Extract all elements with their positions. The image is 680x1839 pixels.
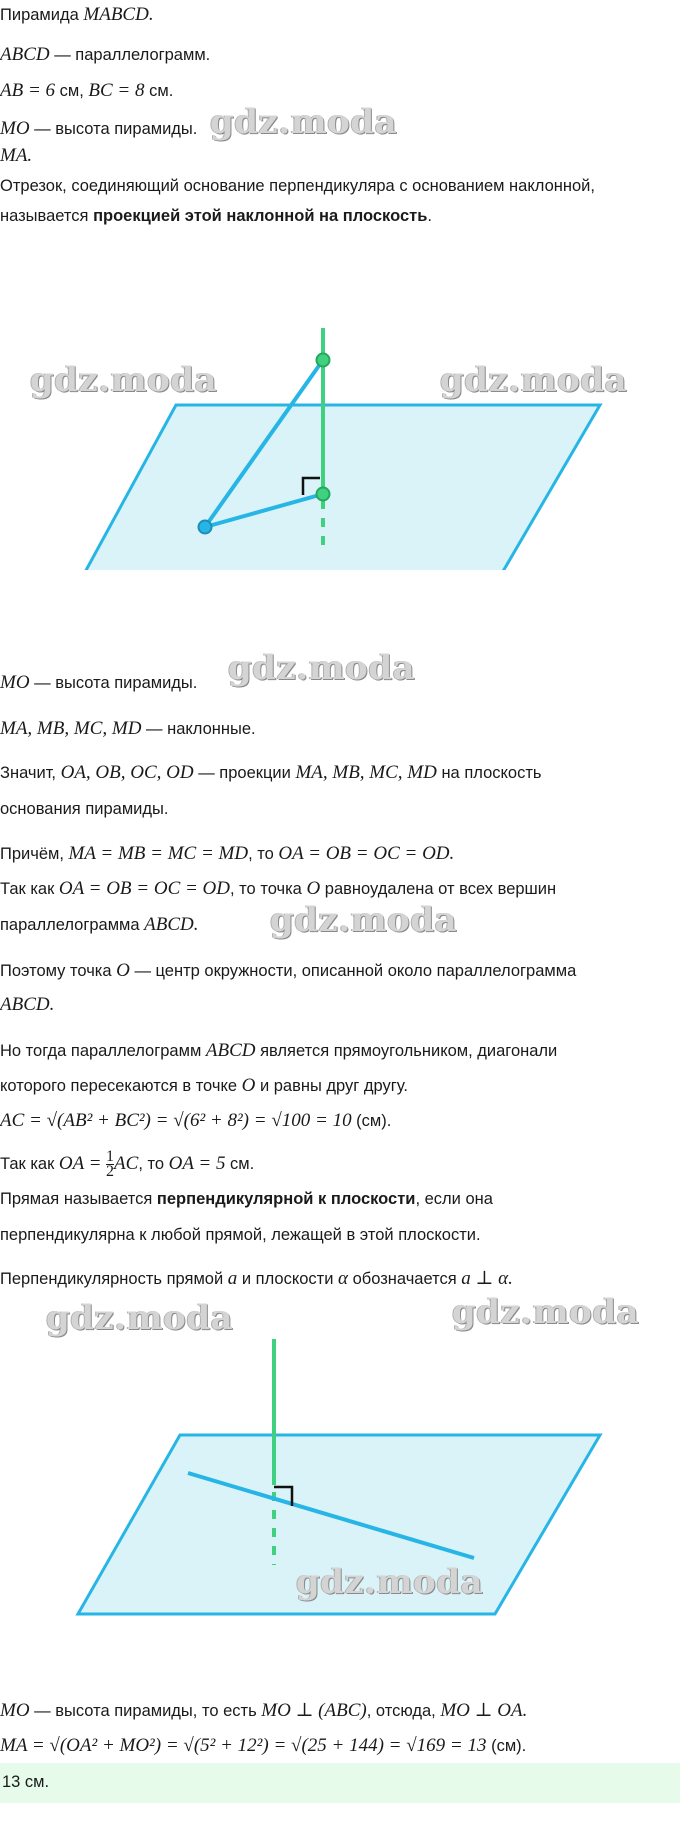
- text-line: Так как OA = OB = OC = OD, то точка O равноудалена от всех вершин: [0, 878, 557, 899]
- text-line: Но тогда параллелограмм ABCD является прямоугольником, диагонали: [0, 1040, 558, 1061]
- watermark: gdz.moda: [228, 648, 416, 688]
- text-line: ABCD — параллелограмм.: [0, 44, 211, 65]
- text-line: основания пирамиды.: [0, 800, 169, 818]
- watermark: gdz.moda: [296, 1562, 484, 1602]
- point-base: [317, 488, 330, 501]
- answer-text: 13 см.: [2, 1773, 50, 1791]
- text-line: AC = √(AB² + BC²) = √(6² + 8²) = √100 = 10 (см).: [0, 1110, 392, 1131]
- projection-figure: [0, 250, 680, 570]
- plane: [78, 405, 600, 570]
- point-top: [317, 354, 330, 367]
- watermark: gdz.moda: [440, 360, 628, 400]
- point-inclined-foot: [199, 521, 212, 534]
- text-line: Значит, OA, OB, OC, OD — проекции MA, MB, MC, MD на плоскость: [0, 762, 542, 783]
- text-line: MA, MB, MC, MD — наклонные.: [0, 718, 256, 739]
- text-line: MA.: [0, 145, 33, 166]
- fraction: $\frac{1}{2}$: [106, 1148, 115, 1180]
- text-line: называется проекцией этой наклонной на плоскость.: [0, 207, 432, 225]
- watermark: gdz.moda: [30, 360, 218, 400]
- text-line: ABCD.: [0, 994, 55, 1015]
- answer-box: [0, 1763, 680, 1803]
- text-line: MA = √(OA² + MO²) = √(5² + 12²) = √(25 + 144) = √169 = 13 (см).: [0, 1735, 527, 1756]
- text-line: параллелограмма ABCD.: [0, 914, 199, 935]
- text-line: Перпендикулярность прямой a и плоскости α обозначается a ⊥ α.: [0, 1268, 513, 1289]
- text-line: MO — высота пирамиды.: [0, 672, 198, 693]
- text-line: которого пересекаются в точке O и равны друг другу.: [0, 1075, 408, 1096]
- watermark: gdz.moda: [46, 1298, 234, 1338]
- text-line: Поэтому точка O — центр окружности, описанной около параллелограмма: [0, 960, 577, 981]
- text-line: перпендикулярна к любой прямой, лежащей в этой плоскости.: [0, 1226, 481, 1244]
- watermark: gdz.moda: [270, 900, 458, 940]
- text-line: AB = 6 см, BC = 8 см.: [0, 80, 174, 101]
- text-line: MO — высота пирамиды.: [0, 118, 198, 139]
- text-line: MO — высота пирамиды, то есть MO ⊥ (ABC), отсюда, MO ⊥ OA.: [0, 1700, 528, 1721]
- text-line: Пирамида MABCD.: [0, 4, 154, 25]
- text-line: Причём, MA = MB = MC = MD, то OA = OB = OC = OD.: [0, 843, 455, 864]
- text-line: Так как OA = $\frac{1}{2}$ AC, то OA = 5 см.: [0, 1148, 255, 1180]
- watermark: gdz.moda: [452, 1292, 640, 1332]
- watermark: gdz.moda: [210, 102, 398, 142]
- text-line: Прямая называется перпендикулярной к плоскости, если она: [0, 1190, 493, 1208]
- text-line: Отрезок, соединяющий основание перпендикуляра с основанием наклонной,: [0, 177, 595, 195]
